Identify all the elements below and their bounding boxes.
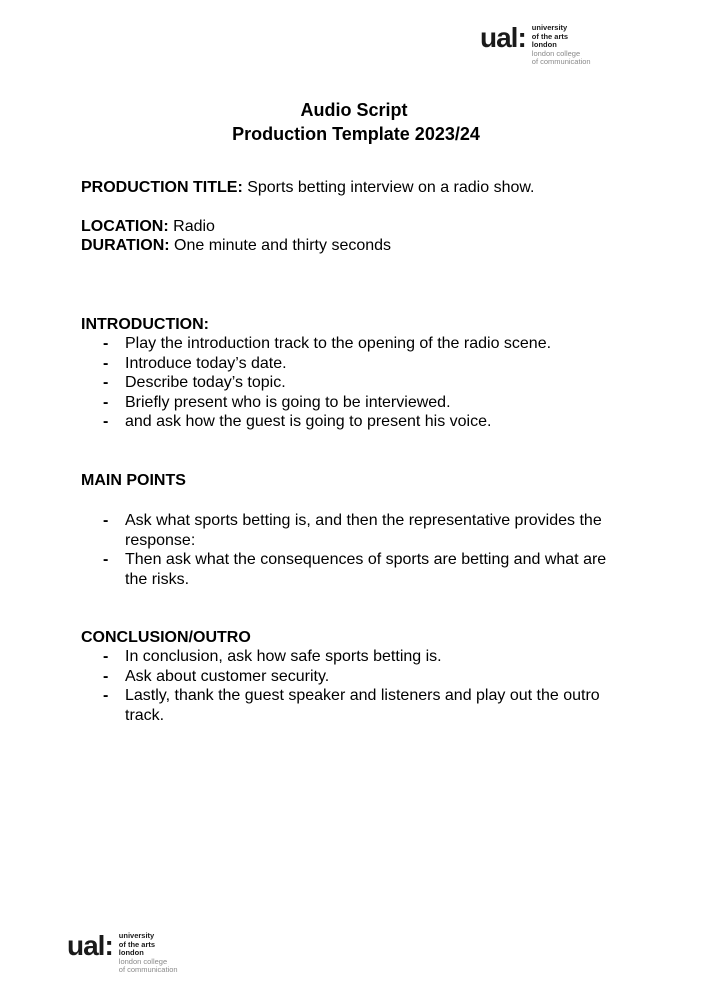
production-title-line	[81, 178, 534, 198]
logo-line: london	[118, 948, 144, 958]
logo-line: london college	[531, 48, 581, 58]
duration-value: One minute and thirty seconds	[169, 237, 392, 254]
list-item: - In conclusion, ask how safe sports betting is.	[103, 648, 442, 665]
document-subtitle: Production Template 2023/24	[232, 124, 480, 144]
logo-line: university	[118, 931, 155, 940]
ual-logo-top	[480, 24, 591, 67]
location-line	[81, 217, 215, 237]
logo-text	[532, 24, 591, 67]
list-item: - Describe today’s topic.	[103, 374, 286, 391]
logo-line: london	[531, 40, 557, 50]
logo-line: of communication	[531, 57, 591, 67]
production-title-value: Sports betting interview on a radio show.	[242, 179, 535, 196]
logo-mark: ual:	[480, 22, 526, 53]
logo-line: university	[531, 23, 568, 32]
main-points-list	[81, 511, 621, 589]
logo-line: london college	[118, 956, 168, 966]
list-item: - Play the introduction track to the opening of the radio scene.	[103, 335, 552, 352]
main-points-heading: MAIN POINTS	[81, 472, 186, 489]
logo-line: of communication	[118, 965, 178, 975]
duration-label: DURATION:	[81, 237, 170, 254]
introduction-list	[81, 334, 621, 432]
list-item: - Lastly, thank the guest speaker and listeners and play out the outro track.	[103, 687, 600, 724]
introduction-heading: INTRODUCTION:	[81, 316, 209, 333]
logo-text	[119, 932, 178, 975]
list-item: - Introduce today’s date.	[103, 354, 287, 372]
conclusion-list	[81, 647, 621, 725]
location-label: LOCATION:	[81, 218, 169, 235]
ual-logo-bottom	[67, 932, 178, 975]
list-item: - Ask about customer security.	[103, 667, 330, 685]
logo-line: of the arts	[118, 939, 156, 949]
conclusion-heading: CONCLUSION/OUTRO	[81, 629, 251, 646]
document-title: Audio Script	[300, 100, 408, 120]
production-title-label: PRODUCTION TITLE:	[81, 179, 243, 196]
list-item: - Briefly present who is going to be interviewed.	[103, 393, 451, 411]
list-item: - and ask how the guest is going to present his voice.	[103, 413, 492, 430]
list-item: - Then ask what the consequences of sports are betting and what are the risks.	[103, 551, 607, 588]
logo-line: of the arts	[531, 31, 569, 41]
logo-mark: ual:	[67, 930, 113, 961]
list-item: - Ask what sports betting is, and then the representative provides the response:	[103, 512, 602, 549]
location-value: Radio	[168, 218, 215, 235]
duration-line	[81, 236, 391, 256]
